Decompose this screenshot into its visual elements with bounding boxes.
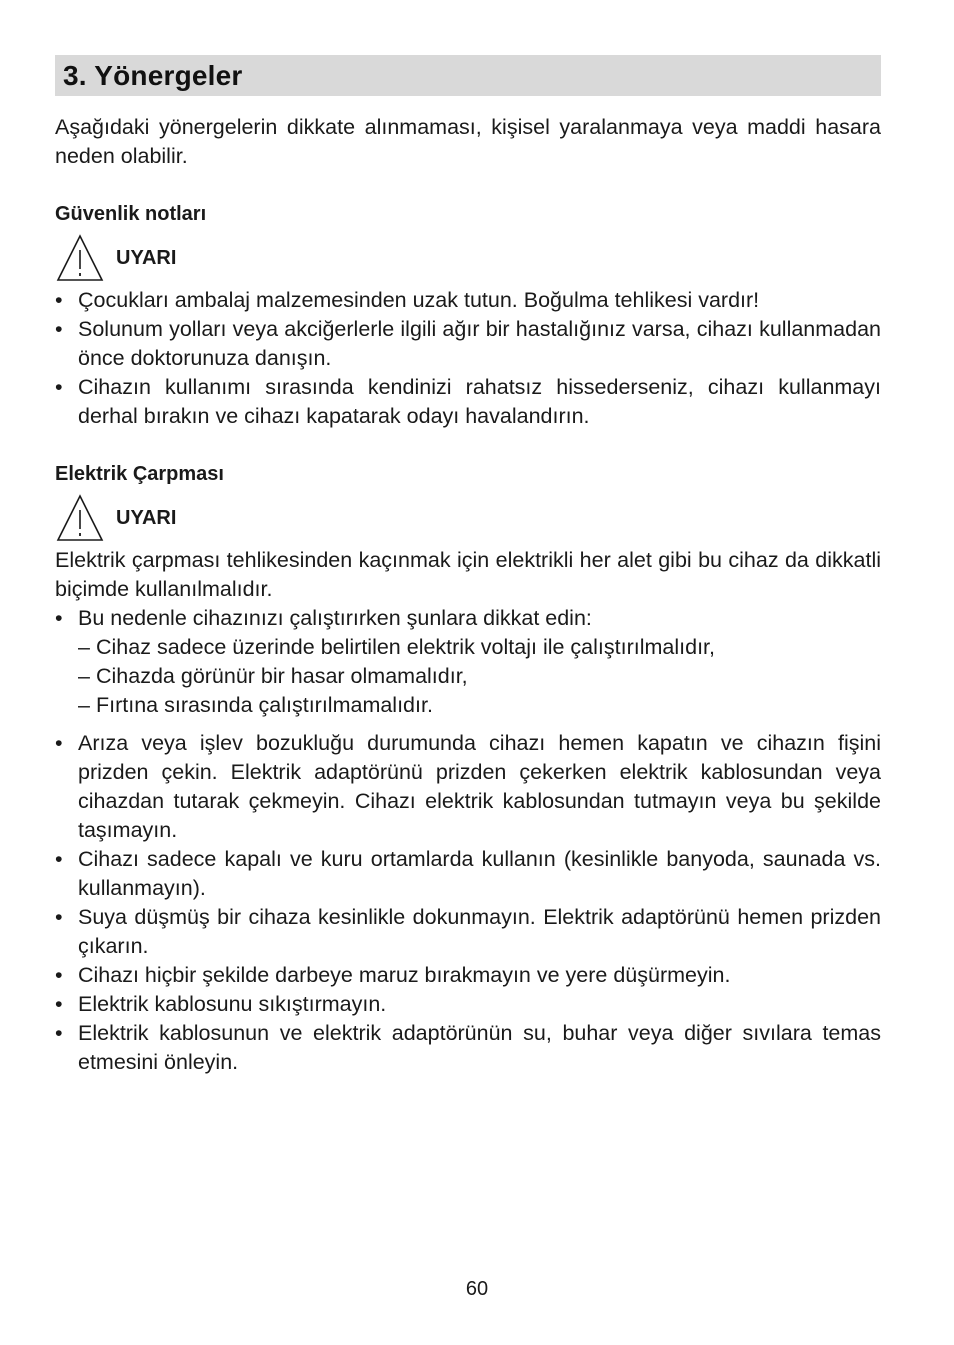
warning-triangle-icon: [55, 493, 105, 543]
sublist-item: – Cihazda görünür bir hasar olmamalıdır,: [78, 662, 881, 691]
list-item: • Suya düşmüş bir cihaza kesinlikle dokunmayın. Elektrik adaptörünü hemen prizden çıkarın.: [55, 903, 881, 961]
list-item: • Solunum yolları veya akciğerlerle ilgili ağır bir hastalığınız varsa, cihazı kullanmadan önce doktorunuza danışın.: [55, 315, 881, 373]
safety-warning: [55, 232, 881, 284]
safety-list: [55, 286, 881, 431]
electric-heading: Elektrik Çarpması: [55, 463, 224, 485]
list-item: • Elektrik kablosunun ve elektrik adaptörünün su, buhar veya diğer sıvılara temas etmesini önleyin.: [55, 1019, 881, 1077]
section-title-bar: [55, 55, 881, 96]
section-title: 3. Yönergeler: [63, 59, 243, 91]
list-item: • Çocukları ambalaj malzemesinden uzak tutun. Boğulma tehlikesi vardır!: [55, 286, 881, 315]
sublist-item: – Fırtına sırasında çalıştırılmamalıdır.: [78, 691, 881, 720]
list-item-text: Bu nedenle cihazınızı çalıştırırken şunlara dikkat edin:: [78, 606, 592, 630]
list-item: • Cihazı sadece kapalı ve kuru ortamlarda kullanın (kesinlikle banyoda, saunada vs. kullanmayın).: [55, 845, 881, 903]
list-item: • Cihazın kullanımı sırasında kendinizi rahatsız hissederseniz, cihazı kullanmayı derhal bırakın ve cihazı kapatarak odayı havalandırın.: [55, 373, 881, 431]
electric-list-first: [55, 604, 881, 720]
electric-warning: [55, 492, 881, 544]
list-item: • Arıza veya işlev bozukluğu durumunda cihazı hemen kapatın ve cihazın fişini prizden çekin. Elektrik adaptörünü prizden çekerken elektrik kablosundan veya cihazdan tutarak çekmeyin. Cihazı elektrik kablosundan tutmayın veya bu şekilde taşımayın.: [55, 729, 881, 845]
electric-intro: Elektrik çarpması tehlikesinden kaçınmak için elektrikli her alet gibi bu cihaz da dikkatli biçimde kullanılmalıdır.: [55, 548, 881, 601]
list-item: • Cihazı hiçbir şekilde darbeye maruz bırakmayın ve yere düşürmeyin.: [55, 961, 881, 990]
safety-heading: Güvenlik notları: [55, 203, 207, 225]
electric-list: [55, 729, 881, 1077]
warning-label: UYARI: [116, 246, 177, 269]
list-item: • Elektrik kablosunu sıkıştırmayın.: [55, 990, 881, 1019]
condition-sublist: [78, 633, 881, 720]
warning-triangle-icon: [55, 233, 105, 283]
warning-label: UYARI: [116, 506, 177, 529]
document-page: [55, 55, 881, 1077]
section-intro: Aşağıdaki yönergelerin dikkate alınmaması, kişisel yaralanmaya veya maddi hasara neden olabilir.: [55, 115, 881, 168]
sublist-item: – Cihaz sadece üzerinde belirtilen elektrik voltajı ile çalıştırılmalıdır,: [78, 633, 881, 662]
page-number: 60: [465, 1278, 489, 1300]
list-item: [55, 604, 881, 720]
